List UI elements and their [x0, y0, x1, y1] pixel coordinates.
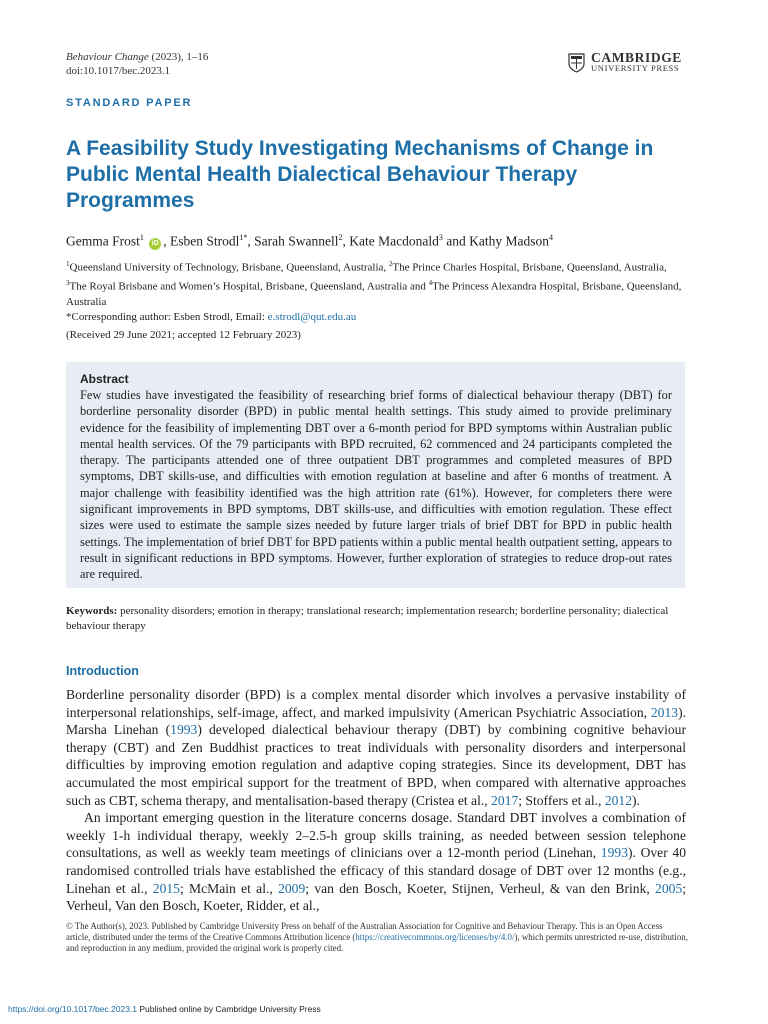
cambridge-logo[interactable] — [568, 52, 682, 74]
citation-link[interactable]: 2005 — [655, 880, 683, 896]
affiliation-2: The Prince Charles Hospital, Brisbane, Queensland, Australia, — [392, 261, 667, 274]
author-name[interactable]: Kate Macdonald — [349, 233, 439, 249]
author-sup: 1 — [139, 233, 144, 242]
paragraph-text: ; McMain et al., — [179, 880, 279, 896]
citation-link[interactable]: 1993 — [600, 845, 628, 861]
footer-doi-link[interactable]: https://doi.org/10.1017/bec.2023.1 — [8, 1004, 138, 1014]
paragraph-text: ). Over 40 randomised controlled trials have established the efficacy of this standard dosage of DBT over 12 months (e.g., Linehan et al., — [66, 845, 686, 896]
article-title: A Feasibility Study Investigating Mechanisms of Change in Public Mental Health Dialectical Behaviour Therapy Programmes — [66, 137, 654, 212]
author-name[interactable]: Gemma Frost — [66, 233, 140, 249]
journal-name: Behaviour Change — [66, 51, 149, 63]
abstract-box — [66, 362, 685, 588]
author-name[interactable]: Esben Strodl — [170, 233, 240, 249]
author-sup: 4 — [548, 233, 553, 242]
copyright-prefix: © The Author(s), 2023. Published by Cambridge University Press on behalf of the Australian Association for Cognitive and Behaviour Therapy. This is an Open Access article, distributed under the terms of the Creative Commons Attribution licence ( — [66, 921, 663, 942]
affiliation-3: The Royal Brisbane and Women’s Hospital, Brisbane, Queensland, Australia and — [69, 280, 429, 293]
email-link[interactable]: e.strodl@qut.edu.au — [267, 311, 357, 324]
affiliation-4: The Princess Alexandra Hospital, Brisbane, Queensland, Australia — [66, 280, 682, 308]
citation-link[interactable]: 2017 — [491, 792, 519, 808]
article-type: STANDARD PAPER — [66, 97, 193, 109]
keywords-text: personality disorders; emotion in therapy; translational research; implementation research; borderline personality; dialectical behaviour therapy — [66, 605, 669, 632]
author-name[interactable]: Kathy Madson — [469, 233, 549, 249]
author-sup: 2 — [338, 233, 343, 242]
paragraph-text: ; Stoffers et al., — [518, 792, 605, 808]
introduction-body — [66, 686, 686, 915]
citation-link[interactable]: 2012 — [604, 792, 633, 808]
affiliations: $^1$Queensland University of Technology, Brisbane, Queensland, Australia, $^2$The Prince Charles Hospital, Brisbane, Queensland, Australia, $^3$The Royal Brisbane and Women’s Hospital, Brisbane, Queensland, Australia and $^4$The Princess Alexandra Hospital, Brisbane, Queensland, Australia *Corresponding author: Esben Strodl, Email: e.strodl@qut.edu.au — [66, 260, 682, 324]
corresponding-author: *Corresponding author: Esben Strodl, Email: — [66, 311, 268, 324]
logo-line-1: CAMBRIDGE — [591, 50, 682, 65]
author-list: Gemma Frost$^1$ iD , Esben Strodl$^{1*}$, Sarah Swannell$^2$, Kate Macdonald$^3$ and Kathy Madson$^4$ — [66, 233, 553, 249]
paragraph-text: Borderline personality disorder (BPD) is a complex mental disorder which involves a pervasive instability of interpersonal relationships, self-image, affect, and marked impulsivity (American Psychiatric Association, — [66, 687, 686, 720]
citation-link[interactable]: 2015 — [152, 880, 180, 896]
introduction-heading: Introduction — [66, 664, 139, 678]
copyright-notice — [66, 921, 688, 954]
journal-citation — [66, 50, 208, 78]
paragraph-text: An important emerging question in the literature concerns dosage. Standard DBT involves a combination of weekly 1-h individual therapy, weekly 2–2.5-h group skills training, as needed between session telephone consultations, as well as weekly team meetings of clinicians over a 12-month period (Linehan, — [66, 810, 686, 861]
paragraph-text: ). — [632, 792, 640, 808]
journal-volume: (2023), 1–16 — [148, 51, 209, 63]
paragraph — [66, 686, 686, 809]
copyright-suffix: ), which permits unrestricted re-use, distribution, and reproduction in any medium, provided the original work is properly cited. — [66, 932, 688, 953]
doi-text: doi:10.1017/bec.2023.1 — [66, 65, 171, 77]
paragraph-text: ; van den Bosch, Koeter, Stijnen, Verheul, & van den Brink, — [305, 880, 656, 896]
keywords-label: Keywords: — [66, 605, 118, 617]
author-sup: 3 — [438, 233, 443, 242]
paragraph-text: ). Marsha Linehan ( — [66, 704, 686, 738]
affiliation-1: Queensland University of Technology, Brisbane, Queensland, Australia, — [69, 261, 389, 274]
abstract-text: Few studies have investigated the feasibility of researching brief forms of dialectical behaviour therapy (DBT) for borderline personality disorder (BPD) in public mental health settings. This study aimed to provide preliminary evidence for the feasibility of implementing DBT over a 6-month period for BPD symptoms within Australian public mental health services. Of the 79 participants with BPD recruited, 62 commenced and 24 participants completed the therapy. The participants attended one of three outpatient DBT programmes and completed measures of BPD symptoms, DBT skills-use, and difficulties with emotion regulation at baseline and after 6 months of treatment. A major challenge with feasibility identified was the high attrition rate (61%). However, for completers there were significant improvements in BPD symptoms, DBT skills-use, and difficulties with emotion regulation. These effect sizes were used to estimate the sample sizes needed by future larger trials of brief DBT for BPD in public health settings. The implementation of brief DBT for BPD patients within a public mental health outpatient setting, appears to result in significant reductions in BPD symptoms. However, further exploration of strategies to reduce drop-out rates are required. — [80, 388, 672, 582]
paragraph — [66, 809, 686, 915]
author-sup: 1* — [239, 233, 248, 242]
author-name[interactable]: Sarah Swannell — [254, 233, 339, 249]
abstract-heading: Abstract — [80, 372, 129, 386]
paragraph-text: ; Verheul, Van den Bosch, Koeter, Ridder, et al., — [66, 880, 687, 914]
cambridge-shield-icon — [568, 53, 585, 73]
paragraph-text: ) developed dialectical behaviour therapy (DBT) by combining cognitive behaviour therapy (CBT) and Zen Buddhist practices to treat individuals with personality disorders and interpersonal difficulties by improving emotion regulation and adaptive coping strategies. Since its development, DBT has accumulated the most empirical support for the treatment of BPD, when compared with alternative approaches such as CBT, schema therapy, and mentalisation-based therapy (Cristea et al., — [66, 722, 686, 808]
citation-link[interactable]: 2013 — [650, 704, 679, 720]
received-dates: (Received 29 June 2021; accepted 12 February 2023) — [66, 329, 301, 341]
citation-link[interactable]: 2009 — [278, 880, 306, 896]
citation-link[interactable]: 1993 — [170, 722, 198, 738]
logo-line-2: UNIVERSITY PRESS — [591, 63, 680, 73]
orcid-icon[interactable]: iD — [149, 238, 161, 250]
keywords — [66, 604, 688, 634]
licence-link[interactable]: https://creativecommons.org/licenses/by/4.0/ — [355, 932, 515, 942]
footer-published: Published online by Cambridge University Press — [137, 1004, 321, 1014]
footer — [8, 1004, 321, 1014]
